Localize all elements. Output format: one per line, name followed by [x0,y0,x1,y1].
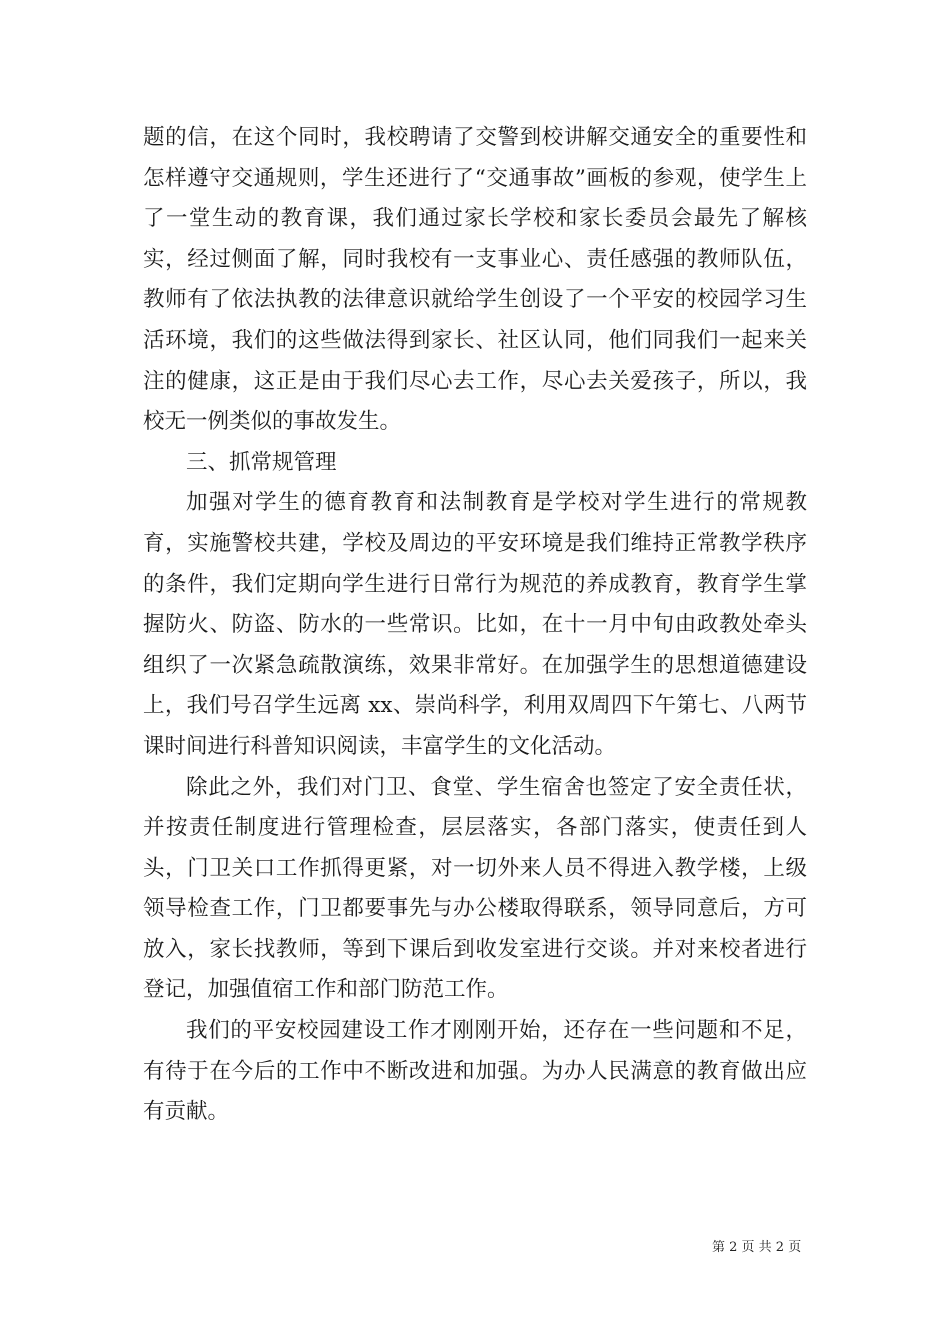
document-body [143,118,807,1133]
paragraph-3: 除此之外，我们对门卫、食堂、学生宿舍也签定了安全责任状，并按责任制度进行管理检查，层层落实，各部门落实，使责任到人头，门卫关口工作抓得更紧，对一切外来人员不得进入教学楼，上级领导检查工作，门卫都要事先与办公楼取得联系，领导同意后，方可放入，家长找教师，等到下课后到收发室进行交谈。并对来校者进行登记，加强值宿工作和部门防范工作。 [143,774,807,1003]
paragraph-1: 题的信，在这个同时，我校聘请了交警到校讲解交通安全的重要性和怎样遵守交通规则，学生还进行了“交通事故”画板的参观，使学生上了一堂生动的教育课，我们通过家长学校和家长委员会最先了解核实，经过侧面了解，同时我校有一支事业心、责任感强的教师队伍，教师有了依法执教的法律意识就给学生创设了一个平安的校园学习生活环境，我们的这些做法得到家长、社区认同，他们同我们一起来关注的健康，这正是由于我们尽心去工作，尽心去关爱孩子，所以，我校无一例类似的事故发生。 [143,125,807,435]
page-number-footer: 第 2 页 共 2 页 [712,1240,802,1255]
section-heading: 三、抓常规管理 [186,449,337,475]
paragraph-4: 我们的平安校园建设工作才刚刚开始，还存在一些问题和不足，有待于在今后的工作中不断改进和加强。为办人民满意的教育做出应有贡献。 [143,1018,807,1125]
paragraph-2: 加强对学生的德育教育和法制教育是学校对学生进行的常规教育，实施警校共建，学校及周边的平安环境是我们维持正常教学秩序的条件，我们定期向学生进行日常行为规范的养成教育，教育学生掌握防火、防盗、防水的一些常识。比如，在十一月中旬由政教处牵头组织了一次紧急疏散演练，效果非常好。在加强学生的思想道德建设上，我们号召学生远离 xx、崇尚科学，利用双周四下午第七、八两节课时间进行科普知识阅读，丰富学生的文化活动。 [143,490,807,759]
